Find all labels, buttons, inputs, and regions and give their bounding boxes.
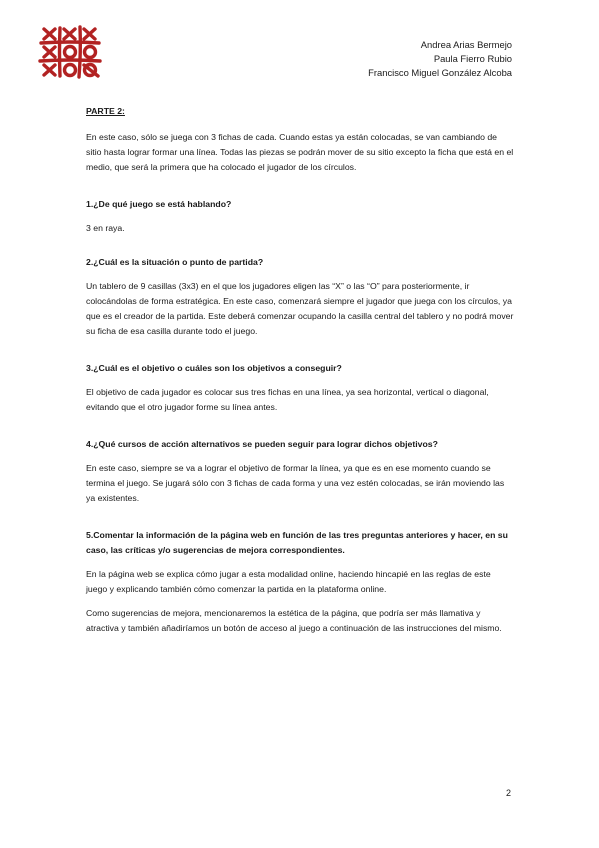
question-3-answer: El objetivo de cada jugador es colocar sus tres fichas en una línea, ya sea horizontal, vertical o diagonal, evitando que el otro jugador forme su línea antes. — [86, 387, 489, 412]
author-name: Andrea Arias Bermejo — [420, 39, 512, 50]
question-4-title: 4.¿Qué cursos de acción alternativos se pueden seguir para lograr dichos objetivos? — [86, 439, 438, 449]
question-2-answer: Un tablero de 9 casillas (3x3) en el que los jugadores eligen las “X” o las “O” para posteriormente, ir colocándolas de forma estratégica. En este caso, comenzará siempre el jugador que juega con los círculos, ya que es el creador de la partida. Este deberá comenzar ocupando la casilla central del tablero y no podrá mover su ficha de esa casilla durante todo el juego. — [86, 281, 514, 336]
question-5-title: 5.Comentar la información de la página web en función de las tres preguntas anteriores y hacer, en su caso, las críticas y/o sugerencias de mejora correspondientes. — [86, 530, 508, 555]
page-number: 2 — [506, 788, 512, 798]
question-3-title: 3.¿Cuál es el objetivo o cuáles son los objetivos a conseguir? — [86, 363, 342, 373]
intro-paragraph: En este caso, sólo se juega con 3 fichas de cada. Cuando estas ya están colocadas, se van cambiando de sitio hasta lograr formar una línea. Todas las piezas se podrán mover de su sitio excepto la ficha que está en el medio, que será la primera que ha colocado el jugador de los círculos. — [86, 132, 514, 172]
question-1-answer: 3 en raya. — [86, 223, 125, 233]
part-title: PARTE 2: — [86, 106, 125, 116]
author-name: Paula Fierro Rubio — [433, 53, 512, 64]
question-5-answer-1: En la página web se explica cómo jugar a esta modalidad online, haciendo hincapié en las reglas de este juego y explicando también cómo comenzar la partida en la plataforma online. — [86, 569, 491, 594]
author-name: Francisco Miguel González Alcoba — [368, 67, 512, 78]
authors-block — [368, 38, 512, 80]
tic-tac-toe-logo — [38, 24, 102, 80]
question-4-answer: En este caso, siempre se va a lograr el objetivo de formar la línea, ya que es en ese momento cuando se termina el juego. Se jugará sólo con 3 fichas de cada forma y una vez estén colocadas, se irán moviendo las ya existentes. — [86, 463, 505, 503]
question-1-title: 1.¿De qué juego se está hablando? — [86, 199, 232, 209]
document-body — [86, 104, 514, 636]
question-5-answer-2: Como sugerencias de mejora, mencionaremos la estética de la página, que podría ser más llamativa y atractiva y también añadiríamos un botón de acceso al juego a continuación de las instrucciones del mismo. — [86, 608, 502, 633]
tic-tac-toe-logo-svg — [38, 24, 102, 80]
question-2-title: 2.¿Cuál es la situación o punto de partida? — [86, 257, 264, 267]
